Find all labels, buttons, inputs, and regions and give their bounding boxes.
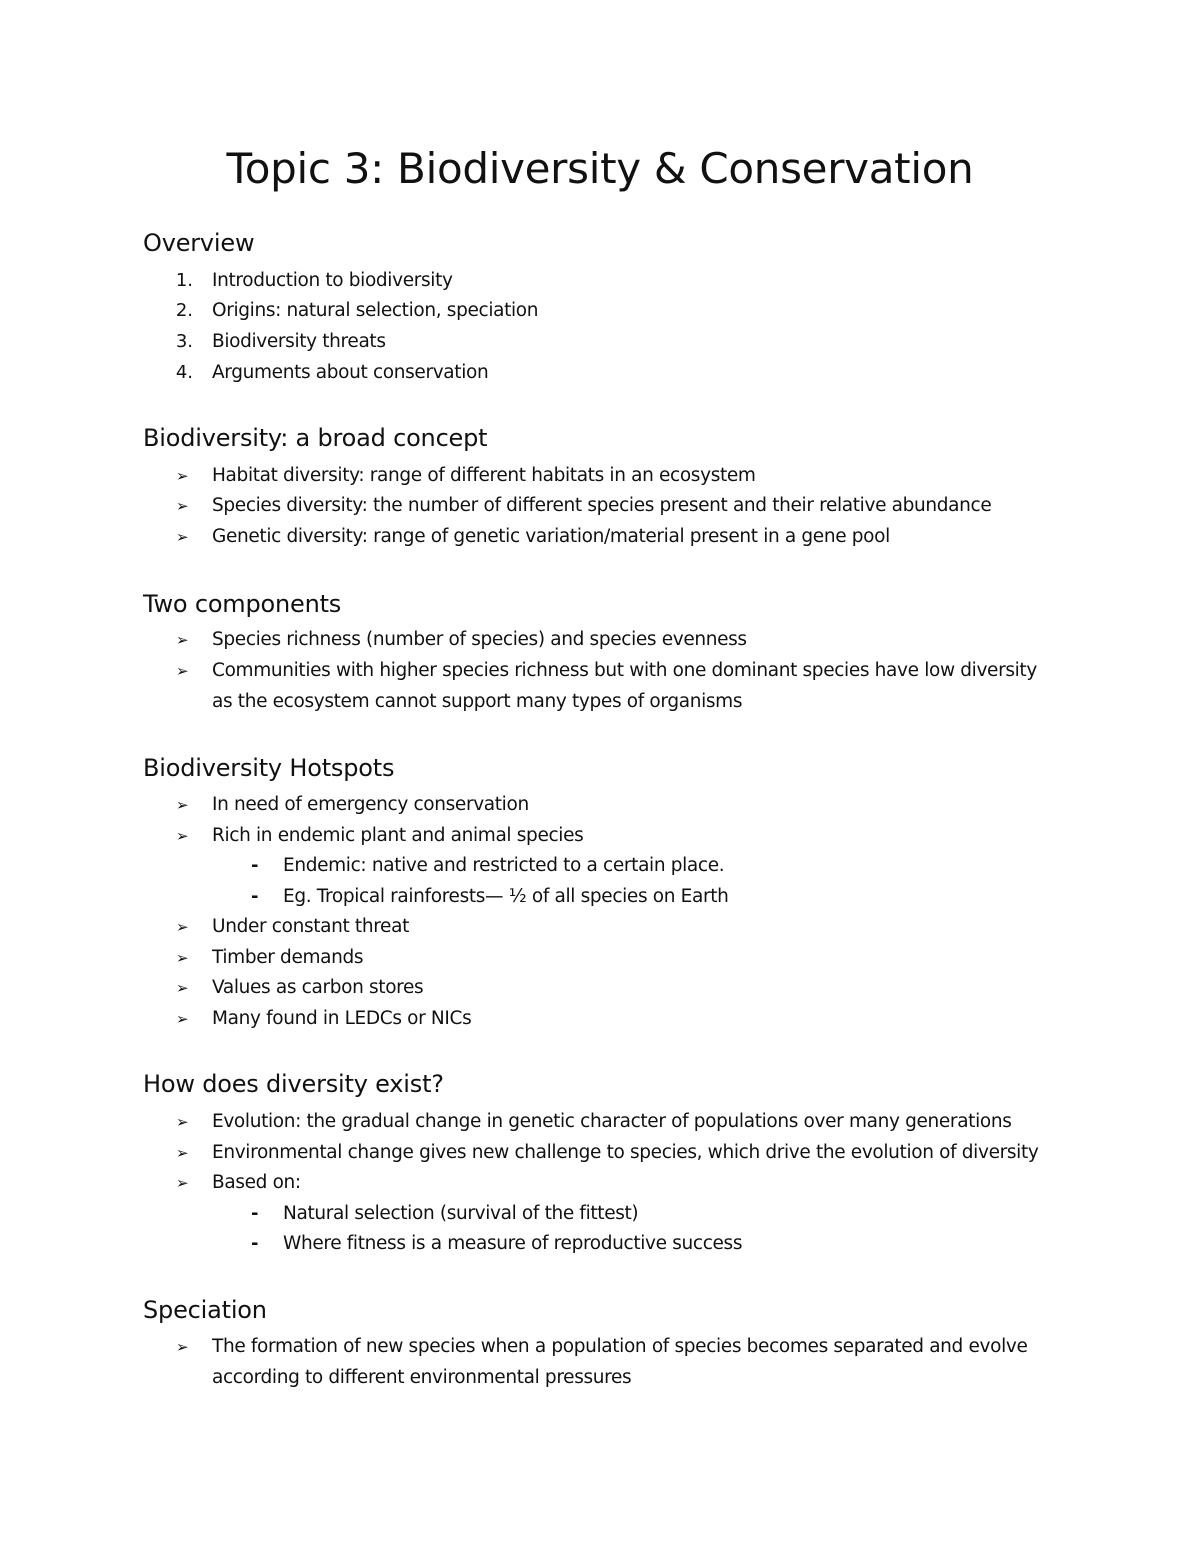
- arrow-bullet-icon: ➢: [176, 1144, 189, 1162]
- list-item: Genetic diversity: range of genetic variation/material present in a gene pool: [212, 526, 890, 547]
- list-number: 1.: [175, 270, 193, 291]
- arrow-bullet-icon: ➢: [176, 1113, 189, 1131]
- list-item: Evolution: the gradual change in genetic character of populations over many generations: [212, 1111, 1012, 1132]
- arrow-bullet-icon: ➢: [176, 1010, 189, 1028]
- list-item: Origins: natural selection, speciation: [212, 300, 539, 321]
- arrow-bullet-icon: ➢: [176, 1338, 189, 1356]
- list-item: Many found in LEDCs or NICs: [212, 1008, 472, 1029]
- arrow-bullet-icon: ➢: [176, 827, 189, 845]
- list-item: Habitat diversity: range of different habitats in an ecosystem: [212, 465, 756, 486]
- dash-bullet-icon: -: [251, 1233, 259, 1254]
- arrow-bullet-icon: ➢: [176, 1174, 189, 1192]
- heading-overview: Overview: [143, 229, 255, 257]
- arrow-bullet-icon: ➢: [176, 528, 189, 546]
- sub-list-item: Eg. Tropical rainforests— ½ of all species on Earth: [283, 886, 729, 907]
- list-item: Introduction to biodiversity: [212, 270, 453, 291]
- list-item: Communities with higher species richness but with one dominant species have low diversity: [212, 660, 1037, 681]
- list-item: Species richness (number of species) and species evenness: [212, 629, 747, 650]
- list-number: 3.: [175, 331, 193, 352]
- heading-two-components: Two components: [143, 590, 342, 618]
- heading-hotspots: Biodiversity Hotspots: [143, 754, 395, 782]
- list-item: Based on:: [212, 1172, 301, 1193]
- sub-list-item: Endemic: native and restricted to a certain place.: [283, 855, 725, 876]
- dash-bullet-icon: -: [251, 886, 259, 907]
- heading-broad-concept: Biodiversity: a broad concept: [143, 424, 488, 452]
- sub-list-item: Where fitness is a measure of reproductive success: [283, 1233, 743, 1254]
- list-item: Under constant threat: [212, 916, 409, 937]
- dash-bullet-icon: -: [251, 855, 259, 876]
- dash-bullet-icon: -: [251, 1203, 259, 1224]
- list-item: Timber demands: [212, 947, 364, 968]
- list-item: Rich in endemic plant and animal species: [212, 825, 584, 846]
- arrow-bullet-icon: ➢: [176, 979, 189, 997]
- list-item: Environmental change gives new challenge to species, which drive the evolution of diversity: [212, 1142, 1039, 1163]
- list-item: The formation of new species when a population of species becomes separated and evolve: [212, 1336, 1028, 1357]
- list-item: In need of emergency conservation: [212, 794, 529, 815]
- heading-diversity-exist: How does diversity exist?: [143, 1070, 444, 1098]
- list-item: Values as carbon stores: [212, 977, 424, 998]
- arrow-bullet-icon: ➢: [176, 467, 189, 485]
- arrow-bullet-icon: ➢: [176, 631, 189, 649]
- arrow-bullet-icon: ➢: [176, 796, 189, 814]
- sub-list-item: Natural selection (survival of the fittest): [283, 1203, 639, 1224]
- list-number: 2.: [175, 300, 193, 321]
- arrow-bullet-icon: ➢: [176, 662, 189, 680]
- page-title: Topic 3: Biodiversity & Conservation: [226, 144, 974, 193]
- list-item-continuation: according to different environmental pressures: [212, 1367, 632, 1388]
- list-item: Biodiversity threats: [212, 331, 386, 352]
- list-item: Arguments about conservation: [212, 362, 489, 383]
- list-number: 4.: [175, 362, 193, 383]
- arrow-bullet-icon: ➢: [176, 497, 189, 515]
- list-item: Species diversity: the number of different species present and their relative abundance: [212, 495, 992, 516]
- arrow-bullet-icon: ➢: [176, 918, 189, 936]
- list-item-continuation: as the ecosystem cannot support many types of organisms: [212, 691, 743, 712]
- arrow-bullet-icon: ➢: [176, 949, 189, 967]
- heading-speciation: Speciation: [143, 1296, 267, 1324]
